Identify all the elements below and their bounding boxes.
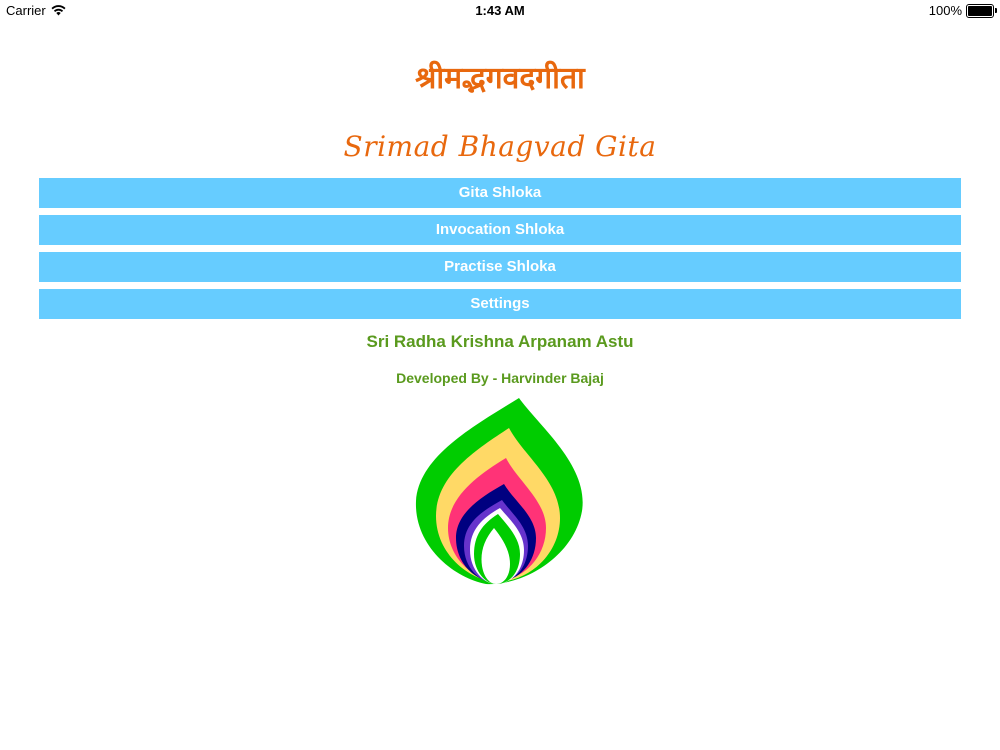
practise-shloka-button[interactable]: Practise Shloka: [39, 252, 961, 282]
main-menu: [39, 178, 961, 326]
dedication-text: Sri Radha Krishna Arpanam Astu: [366, 332, 634, 351]
flame-leaf-logo-icon: [414, 396, 584, 588]
status-right: [929, 3, 994, 18]
status-time: 1:43 AM: [475, 3, 525, 18]
page-title-hindi: श्रीमद्भगवदगीता: [415, 61, 585, 96]
settings-button[interactable]: Settings: [39, 289, 961, 319]
battery-icon: [966, 4, 994, 18]
page-title-english: Srimad Bhagvad Gita: [343, 130, 657, 163]
status-bar: [0, 0, 1000, 22]
battery-percent: 100%: [928, 3, 962, 18]
invocation-shloka-button[interactable]: Invocation Shloka: [39, 215, 961, 245]
gita-shloka-button[interactable]: Gita Shloka: [39, 178, 961, 208]
carrier-label: Carrier: [6, 3, 46, 18]
developer-credit: Developed By - Harvinder Bajaj: [396, 370, 604, 386]
